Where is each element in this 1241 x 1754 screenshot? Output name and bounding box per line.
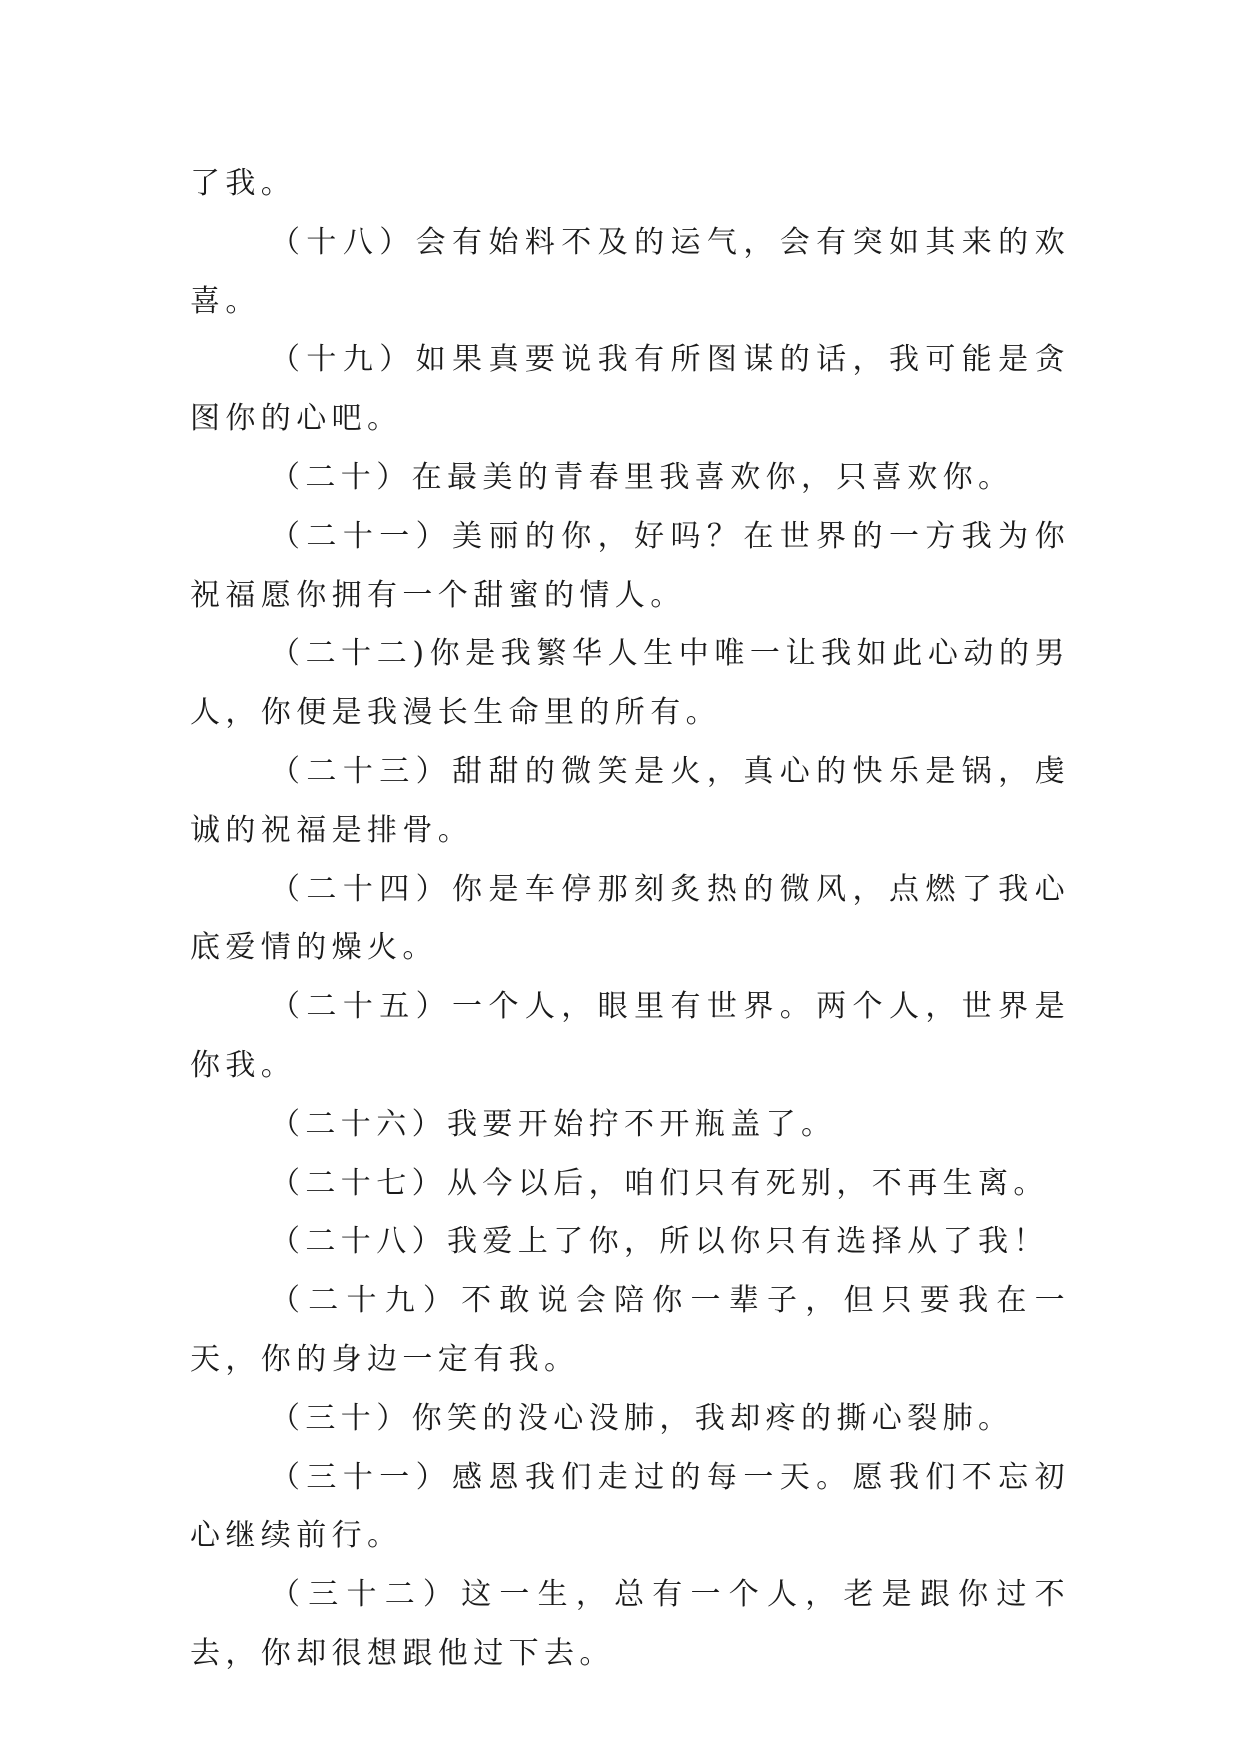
- paragraph-continuation: 了我。: [190, 166, 297, 201]
- paragraph-24: （二十四）你是车停那刻炙热的微风，点燃了我心底爱情的燥火。: [190, 871, 1070, 966]
- paragraph-29: （二十九）不敢说会陪你一辈子，但只要我在一天，你的身边一定有我。: [190, 1283, 1070, 1377]
- paragraph-31: （三十一）感恩我们走过的每一天。愿我们不忘初心继续前行。: [190, 1459, 1070, 1554]
- paragraph-30: （三十）你笑的没心没肺，我却疼的撕心裂肺。: [270, 1400, 1014, 1436]
- paragraph-27: （二十七）从今以后，咱们只有死别，不再生离。: [270, 1165, 1049, 1201]
- paragraph-26: （二十六）我要开始拧不开瓶盖了。: [270, 1106, 837, 1142]
- paragraph-22: （二十二)你是我繁华人生中唯一让我如此心动的男人，你便是我漫长生命里的所有。: [190, 636, 1070, 731]
- paragraph-21: （二十一）美丽的你，好吗？在世界的一方我为你祝福愿你拥有一个甜蜜的情人。: [190, 518, 1070, 613]
- document-body: [190, 155, 1070, 1684]
- paragraph-18: （十八）会有始料不及的运气，会有突如其来的欢喜。: [190, 224, 1070, 319]
- paragraph-32: （三十二）这一生，总有一个人，老是跟你过不去，你却很想跟他过下去。: [190, 1577, 1070, 1671]
- paragraph-28: （二十八）我爱上了你，所以你只有选择从了我！: [270, 1224, 1049, 1260]
- paragraph-20: （二十）在最美的青春里我喜欢你，只喜欢你。: [270, 459, 1014, 495]
- paragraph-25: （二十五）一个人，眼里有世界。两个人，世界是你我。: [190, 989, 1070, 1083]
- paragraph-23: （二十三）甜甜的微笑是火，真心的快乐是锅，虔诚的祝福是排骨。: [190, 753, 1070, 848]
- paragraph-19: （十九）如果真要说我有所图谋的话，我可能是贪图你的心吧。: [190, 342, 1070, 437]
